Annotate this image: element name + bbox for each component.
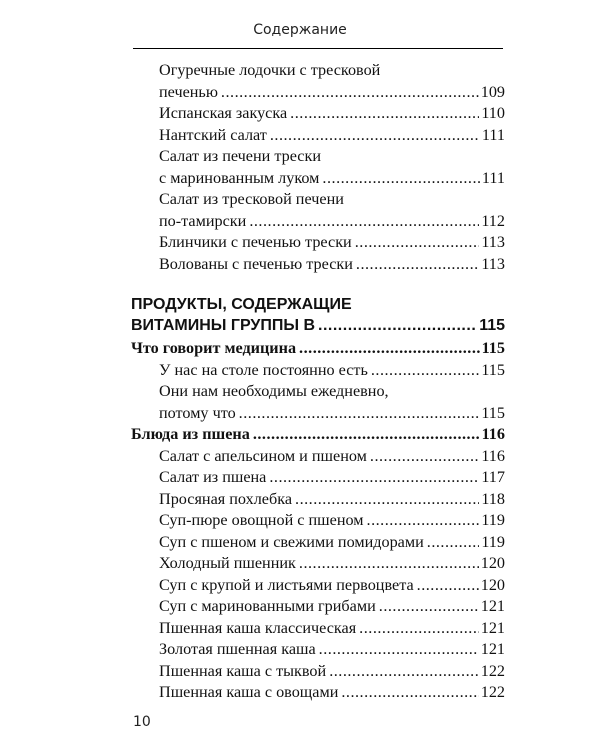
toc-entry — [131, 424, 505, 446]
folio: 10 — [133, 714, 151, 730]
dot-leader — [329, 661, 479, 683]
dot-leader — [322, 168, 479, 190]
dot-leader — [379, 596, 479, 618]
toc-entry — [131, 575, 505, 597]
toc-entry-page-number: 113 — [481, 254, 505, 273]
toc-entry-title: Салат из пшена — [159, 468, 267, 486]
toc-group-vitamin-b — [131, 338, 505, 704]
toc-entry-title: Суп-пюре овощной с пшеном — [159, 511, 364, 529]
toc-entry-row — [159, 596, 505, 618]
section-title-line-2: ВИТАМИНЫ ГРУППЫ В — [131, 317, 316, 334]
toc-entry — [131, 189, 505, 232]
toc-entry-title: Холодный пшенник — [159, 554, 296, 572]
toc-entry-title: Что говорит медицина — [131, 339, 297, 357]
toc-entry-page-number: 113 — [481, 233, 505, 251]
toc-entry-row — [159, 639, 505, 661]
toc-entry-page-number: 116 — [481, 446, 505, 465]
section-heading — [131, 294, 505, 336]
dot-leader — [295, 489, 479, 511]
toc-entry-page-number: 115 — [481, 360, 505, 379]
toc-entry-title: Пшенная каша классическая — [159, 618, 357, 637]
toc-entry-page-number: 122 — [480, 683, 505, 701]
dot-leader — [270, 125, 480, 147]
toc-entry-row — [159, 661, 505, 683]
toc-entry-page-number: 111 — [481, 125, 505, 144]
toc-entry-row — [159, 682, 505, 704]
toc-entry-page-number: 118 — [481, 489, 505, 508]
toc-entry-row — [159, 403, 505, 425]
dot-leader — [356, 254, 479, 276]
toc-entry — [131, 596, 505, 618]
toc-entry — [131, 232, 505, 254]
toc-entry-row — [159, 211, 505, 233]
toc-entry-title: Суп с маринованными грибами — [159, 597, 376, 615]
dot-leader — [239, 403, 480, 425]
toc-entry-title: Волованы с печенью трески — [159, 254, 353, 273]
toc-entry — [131, 467, 505, 489]
dot-leader — [318, 315, 477, 336]
toc-entry-page-number: 117 — [481, 468, 505, 486]
toc-entry-row — [131, 338, 505, 360]
dot-leader — [417, 575, 479, 597]
toc-entry-row — [159, 553, 505, 575]
toc-entry-page-number: 122 — [480, 661, 505, 680]
dot-leader — [299, 553, 479, 575]
toc-entry-title: У нас на столе постоянно есть — [159, 360, 368, 379]
dot-leader — [299, 338, 480, 360]
toc-entry — [131, 639, 505, 661]
toc-entry-title-line: Огуречные лодочки с тресковой — [159, 61, 381, 79]
toc-entry-page-number: 121 — [480, 618, 505, 637]
toc-entry — [131, 532, 505, 554]
toc-entry-title-line: Салат из печени трески — [159, 147, 322, 165]
toc-entry-title: Суп с крупой и листьями первоцвета — [159, 575, 414, 594]
toc-entry-title: по-тамирски — [159, 211, 247, 230]
running-header: Содержание — [253, 22, 347, 38]
toc-entry — [131, 60, 505, 103]
toc-entry-title-line: Салат из тресковой печени — [159, 190, 344, 208]
toc-entry — [131, 360, 505, 382]
dot-leader — [253, 424, 480, 446]
toc-entry-page-number: 121 — [480, 640, 505, 658]
toc-entry-title: печенью — [159, 82, 218, 101]
toc-entry-title: Пшенная каша с овощами — [159, 683, 339, 701]
toc-entry — [131, 381, 505, 424]
toc-entry-page-number: 119 — [481, 511, 505, 529]
dot-leader — [359, 618, 479, 640]
toc-entry-row — [159, 532, 505, 554]
toc-entry-row — [159, 467, 505, 489]
toc-entry-row — [159, 125, 505, 147]
toc-entry-row — [159, 254, 505, 276]
toc-entry — [131, 125, 505, 147]
toc-entry — [131, 553, 505, 575]
dot-leader — [367, 510, 480, 532]
toc-entry-page-number: 115 — [481, 339, 505, 357]
toc-entry-title-line: Они нам необходимы ежедневно, — [159, 382, 389, 400]
toc-entry-row — [159, 103, 505, 125]
table-of-contents — [131, 60, 505, 704]
toc-entry-title: потому что — [159, 403, 236, 422]
toc-entry-title: Золотая пшенная каша — [159, 640, 316, 658]
toc-entry-page-number: 112 — [481, 211, 505, 230]
section-page-number: 115 — [479, 317, 505, 334]
toc-entry — [131, 682, 505, 704]
dot-leader — [290, 103, 479, 125]
toc-entry-title: Блинчики с печенью трески — [159, 233, 352, 251]
dot-leader — [355, 232, 480, 254]
dot-leader — [427, 532, 480, 554]
toc-entry-row — [159, 618, 505, 640]
dot-leader — [341, 682, 478, 704]
dot-leader — [370, 446, 479, 468]
toc-entry-row — [159, 360, 505, 382]
toc-entry-row — [159, 446, 505, 468]
dot-leader — [269, 467, 479, 489]
header-rule — [133, 48, 503, 49]
toc-entry-row — [159, 232, 505, 254]
toc-entry-title: Салат с апельсином и пшеном — [159, 446, 367, 465]
toc-entry — [131, 489, 505, 511]
dot-leader — [371, 360, 479, 382]
toc-entry — [131, 618, 505, 640]
toc-entry-row — [131, 424, 505, 446]
toc-entry-title: Пшенная каша с тыквой — [159, 661, 327, 680]
toc-entry-title: Нантский салат — [159, 125, 267, 144]
toc-entry — [131, 254, 505, 276]
toc-entry-row — [159, 575, 505, 597]
toc-entry-page-number: 119 — [481, 532, 505, 551]
dot-leader — [319, 639, 479, 661]
toc-entry-page-number: 111 — [481, 168, 505, 187]
toc-entry — [131, 661, 505, 683]
toc-entry-row — [159, 510, 505, 532]
toc-entry-row — [159, 489, 505, 511]
toc-entry-page-number: 120 — [480, 575, 505, 594]
toc-entry — [131, 103, 505, 125]
toc-entry-page-number: 116 — [481, 425, 505, 443]
section-title-line-1: ПРОДУКТЫ, СОДЕРЖАЩИЕ — [131, 296, 352, 313]
toc-entry-row — [159, 82, 505, 104]
toc-entry — [131, 338, 505, 360]
toc-entry-page-number: 120 — [480, 554, 505, 572]
toc-group-recipes-cod-liver — [131, 60, 505, 275]
toc-entry-title: Испанская закуска — [159, 104, 288, 122]
toc-entry-title: Блюда из пшена — [131, 425, 250, 443]
section-title-row — [131, 315, 505, 336]
toc-entry-page-number: 121 — [480, 597, 505, 615]
toc-entry-page-number: 115 — [481, 403, 505, 422]
dot-leader — [249, 211, 479, 233]
toc-entry — [131, 146, 505, 189]
toc-entry-row — [159, 168, 505, 190]
dot-leader — [221, 82, 479, 104]
toc-entry-title: с маринованным луком — [159, 168, 320, 187]
toc-entry-page-number: 109 — [480, 82, 505, 101]
toc-entry-title: Суп с пшеном и свежими помидорами — [159, 532, 424, 551]
toc-entry-title: Просяная похлебка — [159, 489, 293, 508]
toc-entry — [131, 446, 505, 468]
toc-entry — [131, 510, 505, 532]
toc-entry-page-number: 110 — [481, 104, 505, 122]
